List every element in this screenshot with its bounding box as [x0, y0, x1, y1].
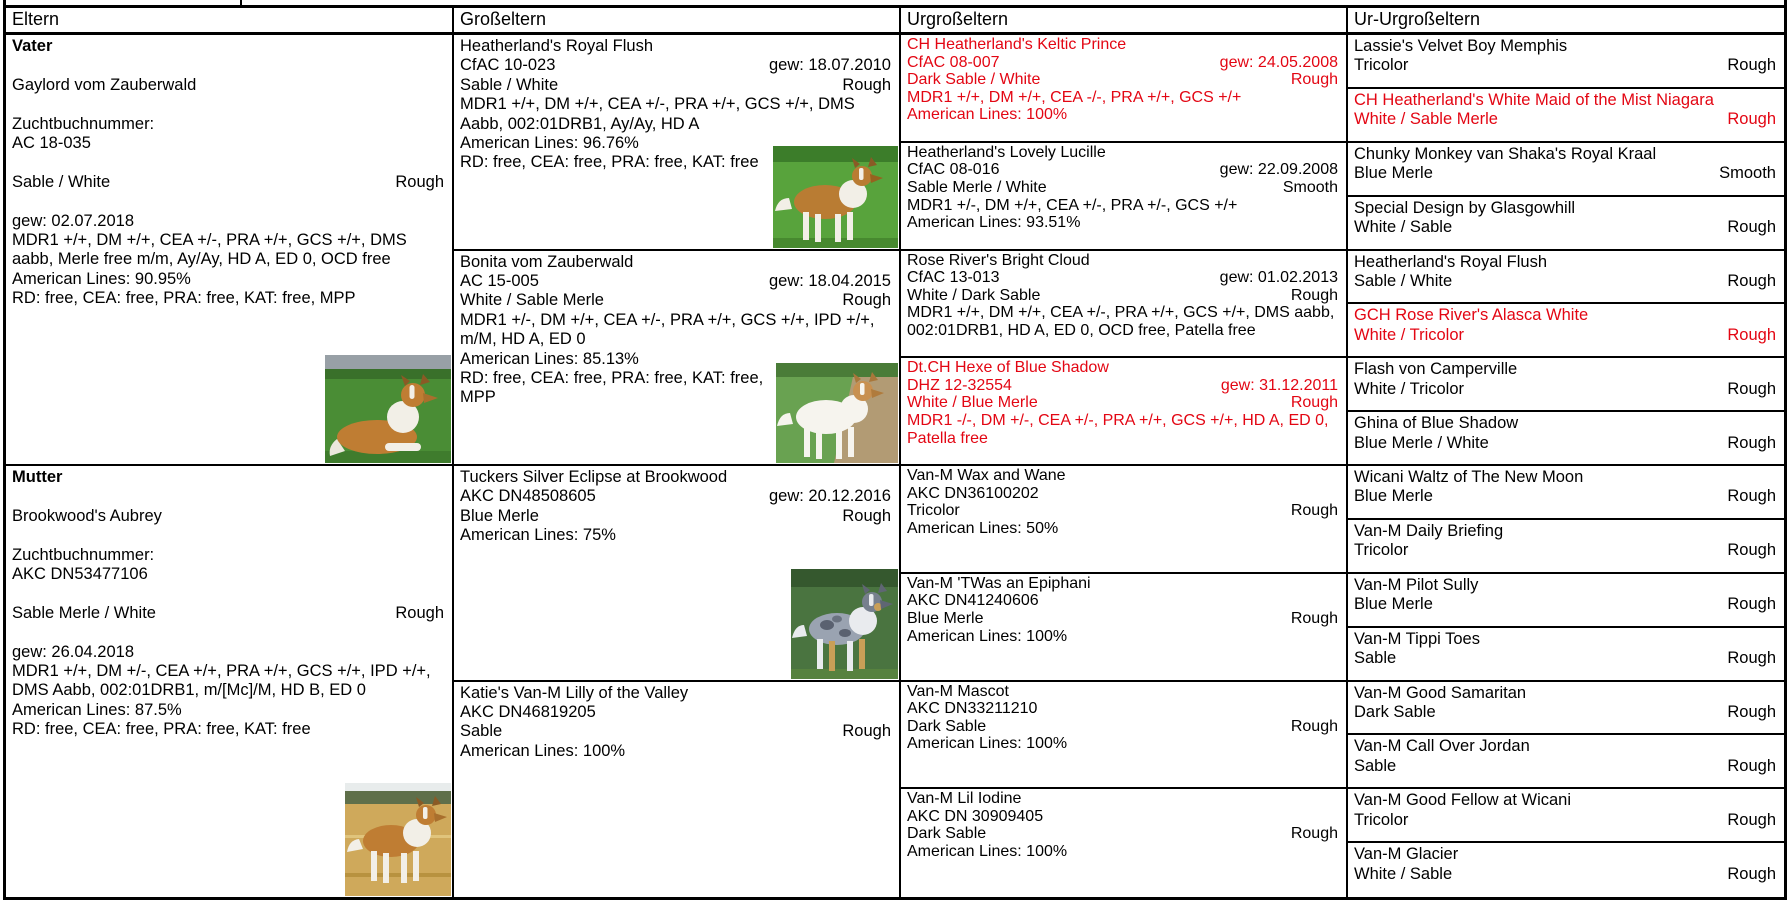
dog-name: CH Heatherland's White Maid of the Mist Niagara	[1354, 90, 1714, 109]
header-urgrosseltern: Urgroßeltern	[901, 8, 1348, 32]
regnum-birth-row	[907, 161, 1338, 179]
grandparent-photo-1	[773, 146, 898, 248]
dog-birthdate: gew: 24.05.2008	[1219, 53, 1338, 71]
color-coat-row	[1354, 326, 1776, 345]
dog-color: Tricolor	[1354, 541, 1409, 560]
great-grandparent-cell-2	[901, 143, 1348, 251]
dog-regnum: CfAC 10-023	[460, 56, 556, 75]
regnum-birth-row	[907, 269, 1338, 287]
ancestor-cell-10	[1348, 520, 1784, 574]
dog-coat: Rough	[1727, 433, 1776, 452]
dog-coat: Rough	[1727, 110, 1776, 129]
color-coat-row	[460, 722, 891, 741]
dog-color: Dark Sable	[907, 825, 987, 843]
color-coat-row	[907, 179, 1338, 197]
header-eltern: Eltern	[6, 8, 454, 32]
color-coat-row	[12, 604, 444, 623]
color-coat-row	[1354, 434, 1776, 453]
dog-coat: Rough	[1290, 502, 1338, 520]
color-coat-row	[907, 718, 1338, 736]
dog-eye-exam: RD: free, CEA: free, PRA: free, KAT: free	[12, 720, 311, 739]
grandparent-cell-2	[454, 251, 901, 467]
dog-coat: Rough	[1290, 825, 1338, 843]
great-grandparent-cell-3	[901, 251, 1348, 359]
color-coat-row	[1354, 110, 1776, 129]
color-coat-row	[460, 507, 891, 526]
color-coat-row	[1354, 380, 1776, 399]
ancestor-cell-12	[1348, 628, 1784, 682]
dog-regnum: AKC DN41240606	[907, 592, 1039, 610]
dog-regnum: CfAC 13-013	[907, 269, 1000, 287]
grandparent-photo-3	[791, 569, 898, 679]
dog-color: White / Sable	[1354, 218, 1453, 237]
dog-eye-exam: RD: free, CEA: free, PRA: free, KAT: free, MPP	[12, 289, 356, 308]
dog-color: Sable Merle / White	[907, 178, 1047, 196]
dog-coat: Rough	[1727, 756, 1776, 775]
dog-genetics: MDR1 +/+, DM +/+, CEA +/-, PRA +/+, GCS +/+, DMS Aabb, 002:01DRB1, Ay/Ay, HD A	[460, 95, 855, 133]
dog-coat: Rough	[395, 172, 444, 191]
dog-color: White / Blue Merle	[907, 394, 1038, 412]
grandparent-photo-2	[776, 363, 898, 463]
color-coat-row	[907, 825, 1338, 843]
dog-name: Van-M Good Samaritan	[1354, 683, 1527, 702]
ancestor-cell-16	[1348, 843, 1784, 897]
regnum-birth-row	[460, 272, 891, 291]
pedigree-table	[3, 5, 1787, 900]
dog-american-lines: American Lines: 96.76%	[460, 134, 639, 153]
dog-color: Blue Merle	[907, 609, 984, 627]
dog-name: Chunky Monkey van Shaka's Royal Kraal	[1354, 144, 1657, 163]
great-grandparent-cell-7	[901, 682, 1348, 790]
dog-american-lines: American Lines: 100%	[907, 843, 1068, 861]
dog-name: Flash von Camperville	[1354, 360, 1518, 379]
regnum-label: Zuchtbuchnummer:	[12, 114, 155, 133]
great-grandparent-cell-8	[901, 789, 1348, 897]
ancestor-cell-14	[1348, 735, 1784, 789]
dog-american-lines: American Lines: 100%	[907, 106, 1068, 124]
grandparent-cell-4	[454, 682, 901, 898]
dog-coat: Rough	[1727, 541, 1776, 560]
dog-birthdate: gew: 31.12.2011	[1220, 376, 1338, 394]
dog-color: Sable / White	[12, 172, 111, 191]
color-coat-row	[1354, 272, 1776, 291]
great-grandparent-cell-5	[901, 466, 1348, 574]
regnum-birth-row	[460, 487, 891, 506]
dog-birthdate: gew: 18.04.2015	[768, 271, 891, 290]
dog-color: Dark Sable	[907, 717, 987, 735]
dog-american-lines: American Lines: 75%	[460, 526, 616, 545]
color-coat-row	[907, 287, 1338, 305]
dog-color: Tricolor	[1354, 810, 1409, 829]
dog-coat: Rough	[1727, 379, 1776, 398]
header-grosseltern: Großeltern	[454, 8, 901, 32]
dog-regnum: AKC DN53477106	[12, 565, 148, 583]
dog-name: Van-M Glacier	[1354, 845, 1459, 864]
color-coat-row	[1354, 541, 1776, 560]
dog-name: Van-M Wax and Wane	[907, 467, 1066, 484]
dog-birthdate: gew: 18.07.2010	[768, 56, 891, 75]
dog-american-lines: American Lines: 85.13%	[460, 349, 639, 368]
dog-color: White / Dark Sable	[907, 286, 1041, 304]
dog-coat: Rough	[1290, 717, 1338, 735]
dog-regnum: AKC DN33211210	[907, 700, 1038, 718]
dog-coat: Rough	[1290, 394, 1338, 412]
color-coat-row	[907, 71, 1338, 89]
color-coat-row	[1354, 595, 1776, 614]
color-coat-row	[1354, 164, 1776, 183]
dog-american-lines: American Lines: 90.95%	[12, 269, 191, 288]
dog-coat: Smooth	[1719, 164, 1776, 183]
dog-color: Sable / White	[460, 75, 559, 94]
dog-birthdate: gew: 02.07.2018	[12, 211, 135, 230]
dog-color: Sable	[1354, 649, 1397, 668]
dog-name: Wicani Waltz of The New Moon	[1354, 468, 1584, 486]
dog-american-lines: American Lines: 100%	[907, 735, 1068, 753]
dog-color: Sable	[460, 722, 503, 741]
dog-genetics: MDR1 +/-, DM +/+, CEA +/-, PRA +/+, GCS +/+, IPD +/+, m/M, HD A, ED 0	[460, 310, 875, 349]
dog-coat: Rough	[1290, 71, 1338, 89]
great-grandparent-cell-1	[901, 35, 1348, 143]
ancestor-cell-9	[1348, 466, 1784, 520]
ancestor-cell-3	[1348, 143, 1784, 197]
dog-color: Dark Sable / White	[907, 71, 1041, 89]
regnum-birth-row	[907, 54, 1338, 72]
dog-color: White / Sable	[1354, 864, 1453, 883]
dog-birthdate: gew: 26.04.2018	[12, 642, 135, 661]
color-coat-row	[907, 502, 1338, 520]
color-coat-row	[460, 76, 891, 95]
ancestor-cell-6	[1348, 304, 1784, 358]
dog-color: Sable / White	[1354, 271, 1453, 290]
color-coat-row	[1354, 487, 1776, 506]
dog-regnum: AC 15-005	[460, 271, 539, 290]
dog-regnum: CfAC 08-007	[907, 53, 1000, 71]
ancestor-cell-15	[1348, 789, 1784, 843]
great-grandparent-cell-6	[901, 574, 1348, 682]
dog-coat: Rough	[1727, 702, 1776, 721]
dog-coat: Rough	[395, 603, 444, 622]
dog-genetics: MDR1 +/+, DM +/+, CEA +/-, PRA +/+, GCS +/+, DMS aabb, 002:01DRB1, HD A, ED 0, OCD free, Patella free	[907, 304, 1335, 339]
dog-coat: Rough	[1727, 56, 1776, 75]
ancestor-cell-7	[1348, 358, 1784, 412]
dog-name: Bonita vom Zauberwald	[460, 252, 634, 271]
dog-name: Van-M Mascot	[907, 682, 1009, 700]
grandparent-cell-1	[454, 35, 901, 251]
dog-name: Katie's Van-M Lilly of the Valley	[460, 683, 689, 702]
dog-name: Dt.CH Hexe of Blue Shadow	[907, 359, 1109, 377]
pedigree-body	[6, 35, 1784, 897]
dog-name: Gaylord vom Zauberwald	[12, 75, 197, 94]
dog-american-lines: American Lines: 87.5%	[12, 700, 182, 719]
header-ur-urgrosseltern: Ur-Urgroßeltern	[1354, 9, 1481, 29]
dog-regnum: AC 18-035	[12, 134, 91, 152]
color-coat-row	[1354, 649, 1776, 668]
vater-cell	[6, 35, 454, 466]
dog-color: White / Sable Merle	[1354, 110, 1498, 129]
dog-regnum: CfAC 08-016	[907, 161, 1000, 179]
dog-color: Tricolor	[907, 502, 960, 520]
dog-color: Sable	[1354, 756, 1397, 775]
dog-coat: Rough	[1727, 487, 1776, 506]
ancestor-cell-8	[1348, 412, 1784, 466]
dog-name: Van-M Tippi Toes	[1354, 629, 1480, 648]
dog-coat: Rough	[1290, 609, 1338, 627]
dog-regnum: AKC DN48508605	[460, 487, 596, 506]
dog-eye-exam: RD: free, CEA: free, PRA: free, KAT: free	[460, 153, 759, 172]
dog-color: White / Tricolor	[1354, 325, 1465, 344]
dog-name: CH Heatherland's Keltic Prince	[907, 36, 1127, 53]
dog-name: Brookwood's Aubrey	[12, 506, 162, 525]
parent-role: Vater	[12, 37, 53, 55]
dog-name: Heatherland's Royal Flush	[460, 37, 653, 55]
dog-coat: Rough	[1727, 649, 1776, 668]
dog-color: Blue Merle	[460, 506, 539, 525]
dog-coat: Rough	[842, 75, 891, 94]
dog-name: Special Design by Glasgowhill	[1354, 198, 1576, 217]
dog-name: Van-M Pilot Sully	[1354, 575, 1479, 594]
mutter-photo	[345, 783, 451, 896]
color-coat-row	[460, 291, 891, 310]
dog-color: Blue Merle	[1354, 595, 1433, 614]
dog-american-lines: American Lines: 93.51%	[907, 214, 1081, 232]
color-coat-row	[12, 173, 444, 192]
dog-genetics: MDR1 +/+, DM +/+, CEA -/-, PRA +/+, GCS +/+	[907, 88, 1242, 106]
dog-name: Ghina of Blue Shadow	[1354, 414, 1519, 433]
dog-coat: Smooth	[1282, 178, 1338, 196]
dog-coat: Rough	[1727, 864, 1776, 883]
dog-eye-exam: RD: free, CEA: free, PRA: free, KAT: free, MPP	[460, 368, 764, 407]
dog-birthdate: gew: 01.02.2013	[1219, 269, 1338, 287]
regnum-birth-row	[460, 56, 891, 75]
dog-regnum: DHZ 12-32554	[907, 376, 1012, 394]
ancestor-cell-2	[1348, 89, 1784, 143]
dog-regnum: AKC DN36100202	[907, 484, 1039, 502]
dog-birthdate: gew: 22.09.2008	[1219, 161, 1338, 179]
ancestor-cell-11	[1348, 574, 1784, 628]
dog-coat: Rough	[1727, 218, 1776, 237]
dog-color: Blue Merle	[1354, 487, 1433, 506]
dog-name: Heatherland's Royal Flush	[1354, 252, 1547, 271]
dog-color: Blue Merle	[1354, 164, 1433, 183]
dog-genetics: MDR1 -/-, DM +/-, CEA +/-, PRA +/+, GCS +/+, HD A, ED 0, Patella free	[907, 412, 1329, 447]
dog-regnum: AKC DN46819205	[460, 702, 596, 721]
dog-name: Van-M 'TWas an Epiphani	[907, 574, 1091, 592]
great-grandparent-cell-4	[901, 358, 1348, 466]
dog-name: Van-M Daily Briefing	[1354, 521, 1504, 540]
color-coat-row	[907, 610, 1338, 628]
dog-coat: Rough	[1727, 271, 1776, 290]
ancestor-cell-5	[1348, 251, 1784, 305]
ancestor-cell-1	[1348, 35, 1784, 89]
parent-role: Mutter	[12, 468, 63, 486]
color-coat-row	[1354, 757, 1776, 776]
color-coat-row	[907, 394, 1338, 412]
dog-coat: Rough	[1727, 325, 1776, 344]
dog-name: Van-M Call Over Jordan	[1354, 737, 1530, 756]
dog-color: White / Tricolor	[1354, 379, 1465, 398]
dog-genetics: MDR1 +/+, DM +/-, CEA +/+, PRA +/+, GCS +/+, IPD +/+, DMS Aabb, 002:01DRB1, m/[Mc]/M, HD B, ED 0	[12, 662, 431, 700]
vater-photo	[325, 355, 451, 463]
dog-name: Lassie's Velvet Boy Memphis	[1354, 37, 1568, 55]
header-row	[6, 8, 1784, 35]
dog-coat: Rough	[1727, 810, 1776, 829]
dog-name: Van-M Lil Iodine	[907, 790, 1022, 808]
color-coat-row	[1354, 865, 1776, 884]
dog-color: Dark Sable	[1354, 702, 1436, 721]
dog-coat: Rough	[1290, 286, 1338, 304]
dog-name: Tuckers Silver Eclipse at Brookwood	[460, 468, 728, 486]
grandparent-cell-3	[454, 466, 901, 682]
dog-color: Blue Merle / White	[1354, 433, 1489, 452]
regnum-label: Zuchtbuchnummer:	[12, 545, 155, 564]
dog-name: Heatherland's Lovely Lucille	[907, 143, 1106, 161]
dog-genetics: MDR1 +/-, DM +/+, CEA +/-, PRA +/-, GCS +/+	[907, 196, 1238, 214]
dog-american-lines: American Lines: 100%	[907, 627, 1068, 645]
dog-coat: Rough	[842, 291, 891, 310]
ancestor-cell-13	[1348, 682, 1784, 736]
dog-color: Sable Merle / White	[12, 603, 156, 622]
dog-color: Tricolor	[1354, 56, 1409, 75]
dog-color: White / Sable Merle	[460, 291, 604, 310]
ancestor-cell-4	[1348, 197, 1784, 251]
dog-coat: Rough	[842, 722, 891, 741]
color-coat-row	[1354, 56, 1776, 75]
dog-genetics: MDR1 +/+, DM +/+, CEA +/-, PRA +/+, GCS +/+, DMS aabb, Merle free m/m, Ay/Ay, HD A, ED 0, OCD free	[12, 231, 407, 269]
regnum-birth-row	[907, 377, 1338, 395]
dog-name: Rose River's Bright Cloud	[907, 251, 1090, 269]
dog-american-lines: American Lines: 100%	[460, 741, 626, 760]
dog-name: GCH Rose River's Alasca White	[1354, 306, 1589, 325]
color-coat-row	[1354, 703, 1776, 722]
color-coat-row	[1354, 811, 1776, 830]
mutter-cell	[6, 466, 454, 897]
dog-birthdate: gew: 20.12.2016	[768, 487, 891, 506]
dog-name: Van-M Good Fellow at Wicani	[1354, 791, 1572, 810]
color-coat-row	[1354, 218, 1776, 237]
dog-coat: Rough	[1727, 595, 1776, 614]
dog-coat: Rough	[842, 506, 891, 525]
dog-regnum: AKC DN 30909405	[907, 807, 1044, 825]
dog-american-lines: American Lines: 50%	[907, 519, 1059, 537]
